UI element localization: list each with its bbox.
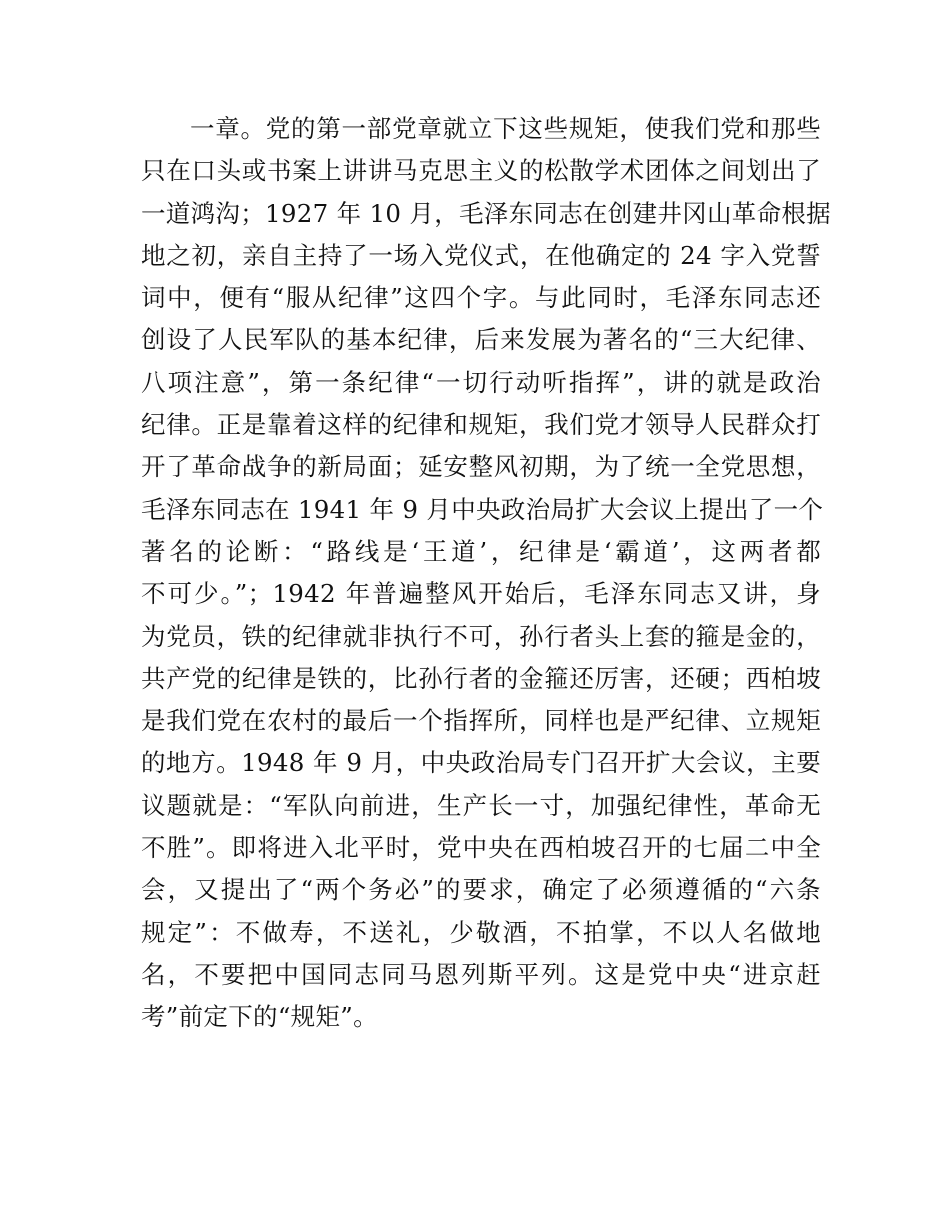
text-line: 为党员，铁的纪律就非执行不可，孙行者头上套的箍是金的，: [141, 621, 821, 651]
text-line: 不胜”。即将进入北平时，党中央在西柏坡召开的七届二中全: [141, 833, 821, 863]
text-line: 不可少。”；1942 年普遍整风开始后，毛泽东同志又讲，身: [141, 579, 821, 609]
text-line: 词中，便有“服从纪律”这四个字。与此同时，毛泽东同志还: [141, 283, 821, 313]
text-line: 一道鸿沟；1927 年 10 月，毛泽东同志在创建井冈山革命根据: [141, 198, 831, 228]
text-line: 著名的论断：“路线是‘王道’，纪律是‘霸道’，这两者都: [141, 536, 821, 566]
text-line: 八项注意”，第一条纪律“一切行动听指挥”，讲的就是政治: [141, 367, 821, 397]
text-line: 开了革命战争的新局面；延安整风初期，为了统一全党思想，: [141, 452, 821, 482]
text-line: 名，不要把中国同志同马恩列斯平列。这是党中央“进京赶: [141, 959, 821, 989]
text-line: 纪律。正是靠着这样的纪律和规矩，我们党才领导人民群众打: [141, 410, 821, 440]
body-paragraph: [141, 108, 831, 1039]
text-line: 共产党的纪律是铁的，比孙行者的金箍还厉害，还硬；西柏坡: [141, 663, 821, 693]
text-line: 只在口头或书案上讲讲马克思主义的松散学术团体之间划出了: [141, 156, 821, 186]
text-line: 创设了人民军队的基本纪律，后来发展为著名的“三大纪律、: [141, 325, 821, 355]
text-line: 规定”：不做寿，不送礼，少敬酒，不拍掌，不以人名做地: [141, 917, 821, 947]
text-line: 地之初，亲自主持了一场入党仪式，在他确定的 24 字入党誓: [141, 240, 821, 270]
text-line: 会，又提出了“两个务必”的要求，确定了必须遵循的“六条: [141, 875, 821, 905]
text-line: 考”前定下的“规矩”。: [141, 1002, 378, 1032]
text-line: 一章。党的第一部党章就立下这些规矩，使我们党和那些: [190, 114, 821, 143]
text-line: 的地方。1948 年 9 月，中央政治局专门召开扩大会议，主要: [141, 748, 821, 778]
text-line: 议题就是：“军队向前进，生产长一寸，加强纪律性，革命无: [141, 790, 821, 820]
text-line: 是我们党在农村的最后一个指挥所，同样也是严纪律、立规矩: [141, 706, 821, 736]
text-line: 毛泽东同志在 1941 年 9 月中央政治局扩大会议上提出了一个: [141, 494, 824, 524]
